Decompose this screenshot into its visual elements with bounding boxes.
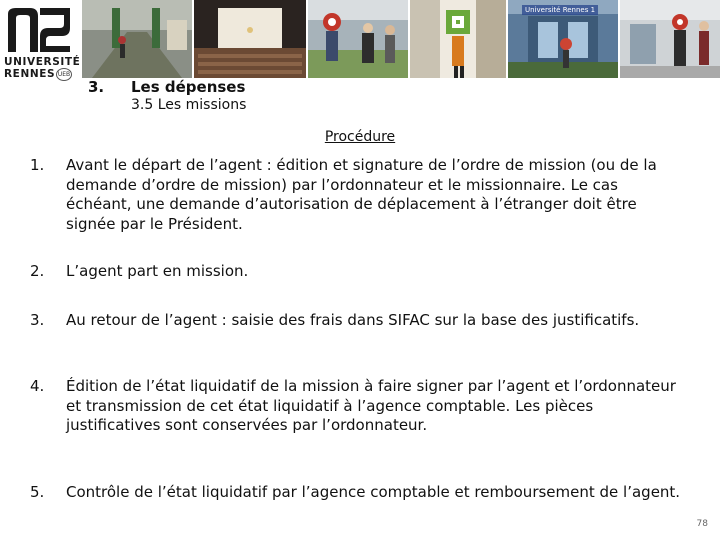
page-number: 78 — [696, 519, 708, 529]
step-text: Contrôle de l’état liquidatif par l’agence comptable et remboursement de l’agent. — [66, 483, 681, 501]
procedure-heading-text: Procédure — [324, 129, 396, 145]
procedure-heading — [0, 129, 720, 145]
auditorium-photo — [194, 0, 306, 78]
banner-photo-strip — [82, 0, 720, 78]
logo-badge: UEB — [56, 68, 72, 81]
corridor-photo — [82, 0, 192, 78]
step-number: 2. — [30, 262, 45, 280]
section-subtitle: 3.5 Les missions — [131, 97, 247, 113]
section-number: 3. — [88, 78, 105, 96]
step-number: 1. — [30, 156, 45, 174]
step-text: Avant le départ de l’agent : édition et signature de l’ordre de mission (ou de la demande d’ordre de mission) par l’ordonnateur et le missionnaire. Le cas échéant, une demande d’autorisation de déplacement à l’étranger doit être signée par le Président. — [66, 156, 657, 233]
logo-line-1: UNIVERSITÉ — [4, 56, 81, 68]
logo-mark-icon — [6, 6, 72, 54]
step-number: 4. — [30, 377, 45, 395]
entrance-photo — [508, 0, 618, 78]
step-text: L’agent part en mission. — [66, 262, 249, 280]
step-number: 3. — [30, 311, 45, 329]
step-text: Édition de l’état liquidatif de la mission à faire signer par l’agent et l’ordonnateur et transmission de cet état liquidatif à l’agence comptable. Les pièces justificatives sont conservées par l’ordonnateur. — [66, 377, 676, 434]
step-number: 5. — [30, 483, 45, 501]
university-logo — [0, 0, 81, 96]
logo-line-2: RENNES — [4, 68, 56, 80]
step-text: Au retour de l’agent : saisie des frais dans SIFAC sur la base des justificatifs. — [66, 311, 640, 329]
section-title: Les dépenses — [131, 78, 246, 96]
people-campus-photo — [308, 0, 408, 78]
target-sign-photo — [410, 0, 506, 78]
entrance-photo-caption: Université Rennes 1 — [522, 5, 598, 15]
hall-photo — [620, 0, 720, 78]
